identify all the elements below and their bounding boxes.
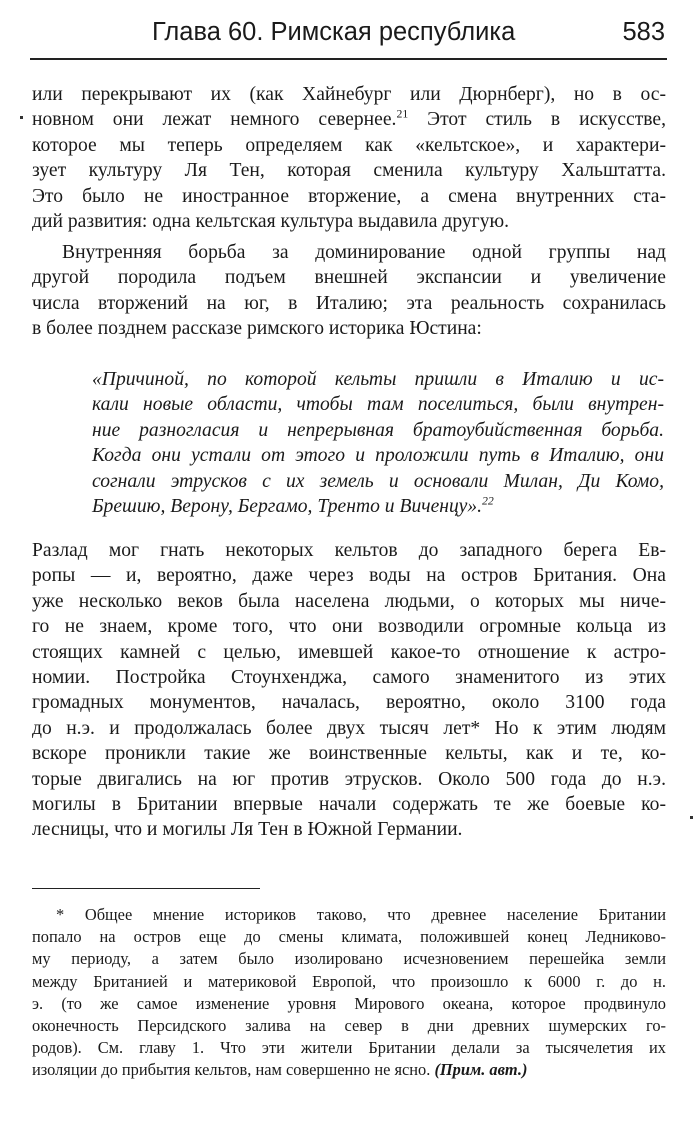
text-line: Это было не иностранное вторжение, а смена внутренних ста- xyxy=(32,185,666,207)
page-number: 583 xyxy=(622,18,665,46)
quote-line: Когда они устали от этого и проложили путь в Италию, они xyxy=(92,445,664,467)
note-ref-21: 21 xyxy=(396,107,409,121)
text-line: числа вторжений на юг, в Италию; эта реальность сохранилась xyxy=(32,292,666,314)
paragraph-3 xyxy=(32,538,666,843)
quote-line xyxy=(92,494,664,519)
quote-line: «Причиной, по которой кельты пришли в Италию и ис- xyxy=(92,369,664,390)
text-line: торые двигались на юг против этрусков. Около 500 года до н.э. xyxy=(32,768,666,790)
text-line: которое мы теперь определяем как «кельтское», и характери- xyxy=(32,134,666,156)
quote-line: согнали этрусков с их земель и основали Милан, Ди Комо, xyxy=(92,470,664,492)
footnote-marker-text: * Но к этим людям xyxy=(470,717,667,739)
paragraph-2 xyxy=(32,240,666,342)
text-line: в более позднем рассказе римского историка Юстина: xyxy=(32,318,482,340)
footnote-line: попало на остров еще до смены климата, положившей конец Ледниково- xyxy=(32,927,666,947)
header-rule xyxy=(30,58,667,60)
footnote-line: му периоду, а затем было изолировано исчезновением перешейка земли xyxy=(32,949,666,969)
text-line: дий развития: одна кельтская культура выдавила другую. xyxy=(32,211,510,233)
footnote-line: между Британией и материковой Европой, что произошло к 6000 г. до н. xyxy=(32,971,666,991)
note-ref-22: 22 xyxy=(481,494,494,508)
print-speck-left xyxy=(20,116,23,119)
text-line: другой породила подъем внешней экспансии и увеличение xyxy=(32,267,666,289)
quote-line: ние разногласия и непрерывная братоубийственная борьба. xyxy=(92,419,664,441)
footnote-line xyxy=(32,1059,666,1081)
text-fragment: до н.э. и продолжалась более двух тысяч лет xyxy=(32,717,471,739)
footnote xyxy=(32,904,666,1082)
text-line: номии. Постройка Стоунхенджа, самого знаменитого из этих xyxy=(32,667,666,689)
chapter-title: Глава 60. Римская республика xyxy=(152,18,516,46)
running-head xyxy=(32,12,665,52)
text-fragment: новном они лежат немного севернее. xyxy=(32,109,397,131)
text-line: громадных монументов, началась, вероятно, около 3100 года xyxy=(32,692,666,714)
text-line: Разлад мог гнать некоторых кельтов до западного берега Ев- xyxy=(32,540,666,561)
text-fragment: Внутренняя борьба за доминирование одной группы над xyxy=(62,242,666,263)
text-fragment: изоляции до прибытия кельтов, нам совершенно не ясно. xyxy=(32,1060,431,1080)
author-note: (Прим. авт.) xyxy=(434,1060,528,1080)
footnote-line: э. (то же самое изменение уровня Мирового океана, которое продвинуло xyxy=(32,993,666,1013)
text-line: вскоре проникли такие же воинственные кельты, как и те, ко- xyxy=(32,743,666,765)
text-line: могилы в Британии впервые начали содержать те же боевые ко- xyxy=(32,794,666,816)
text-line: или перекрывают их (как Хайнебург или Дюрнберг), но в ос- xyxy=(32,84,666,105)
text-line: стоящих камней с целью, имевшей какое-то отношение к астро- xyxy=(32,641,666,663)
text-line xyxy=(32,107,666,132)
text-fragment: Этот стиль в искусстве, xyxy=(408,109,666,131)
paragraph-1 xyxy=(32,82,666,234)
text-fragment: Брешию, Верону, Бергамо, Тренто и Виченцу». xyxy=(92,496,482,518)
text-line: уже несколько веков была населена людьми, о которых мы ниче- xyxy=(32,590,666,612)
text-line: лесницы, что и могилы Ля Тен в Южной Германии. xyxy=(32,819,463,841)
footnote-line: оконечность Персидского залива на север в дни древних шумерских го- xyxy=(32,1016,666,1036)
block-quote xyxy=(92,367,664,519)
print-speck-right xyxy=(690,816,693,819)
text-line xyxy=(32,240,666,265)
footnote-line: родов). См. главу 1. Что эти жители Британии делали за тысячелетия их xyxy=(32,1038,666,1058)
text-line: го не знаем, кроме того, что они возводили огромные кольца из xyxy=(32,616,666,638)
text-line: зует культуру Ля Тен, которая сменила культуру Хальштатта. xyxy=(32,160,666,182)
text-line xyxy=(32,716,666,741)
footnote-rule xyxy=(32,888,260,889)
quote-line: кали новые области, чтобы там поселиться, были внутрен- xyxy=(92,394,664,416)
footnote-line: * Общее мнение историков таково, что древнее население Британии xyxy=(56,905,666,924)
text-line: ропы — и, вероятно, даже через воды на остров Британия. Она xyxy=(32,565,666,587)
